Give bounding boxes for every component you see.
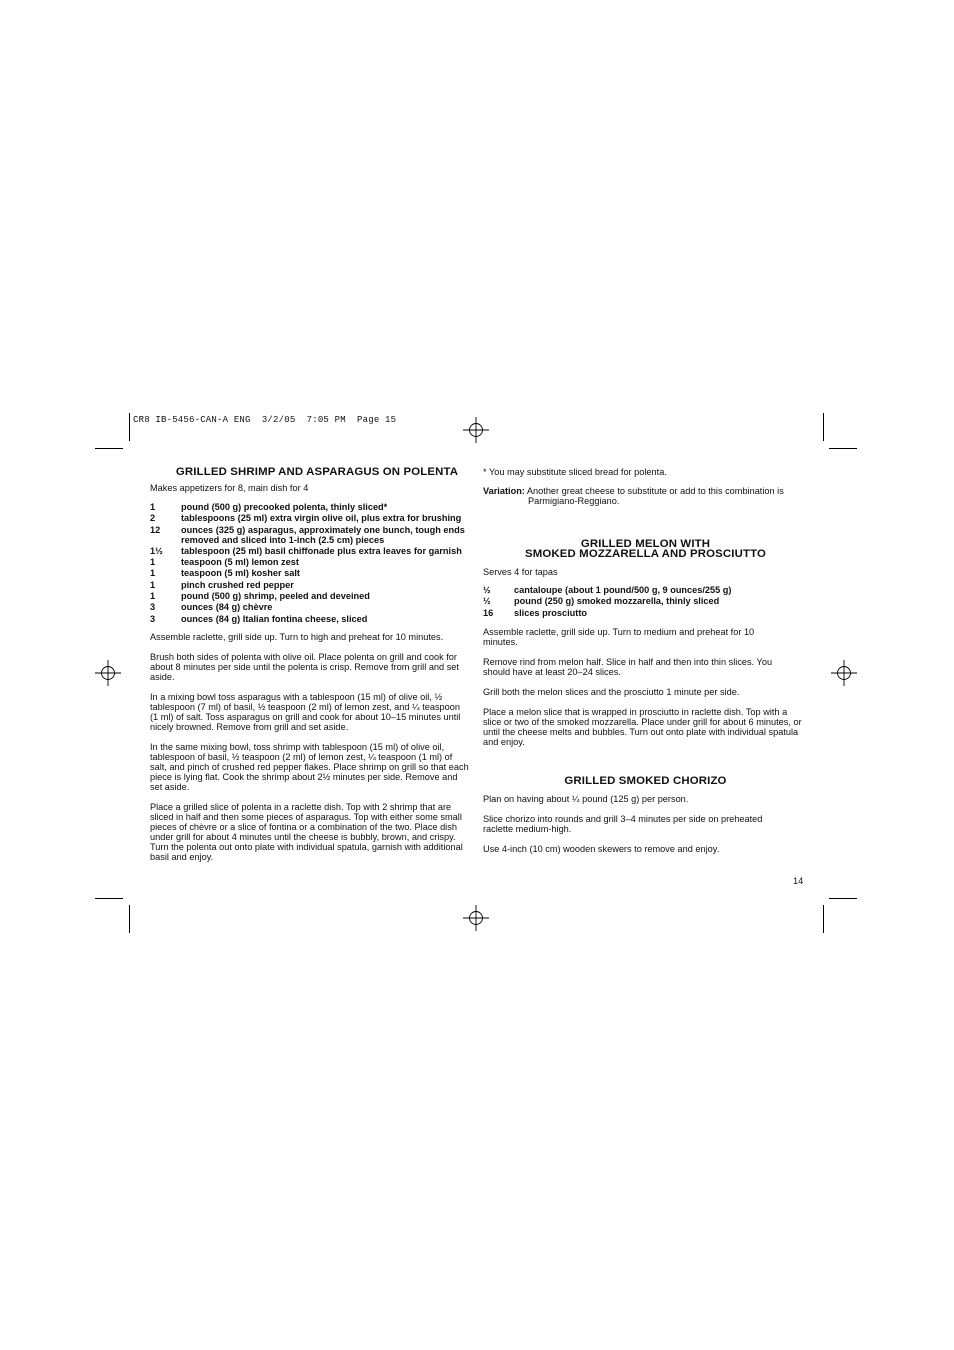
recipe-step: Place a grilled slice of polenta in a raclette dish. Top with 2 shrimp that are sliced in half and then some pieces of asparagus. Top with either some small pieces of chèvre or a slice of fontina or a combination of the two. Place dish under grill for about 4 minutes until the cheese is bubbly, brown, and crispy. Turn the polenta out onto plate with individual spatula, garnish with additional basil and enjoy.	[150, 801, 463, 862]
ingredient-item	[150, 568, 470, 578]
recipe-yield: Serves 4 for tapas	[483, 567, 558, 577]
ingredient-qty: 1	[150, 568, 156, 579]
recipe-step: In the same mixing bowl, toss shrimp with tablespoon (15 ml) of olive oil, tablespoon of basil, ½ teaspoon (2 ml) of lemon zest, ¼ teaspoon (1 ml) of salt, and pinch of crushed red pepper flakes. Place shrimp on grill so that each piece is lying flat. Cook the shrimp about 2½ minutes per side. Remove and set aside.	[150, 741, 469, 792]
crop-mark	[129, 905, 130, 933]
recipe-step: Remove rind from melon half. Slice in half and then into thin slices. You should have at least 20–24 slices.	[483, 656, 773, 677]
ingredient-item	[150, 525, 470, 545]
recipe-step: Grill both the melon slices and the prosciutto 1 minute per side.	[483, 686, 740, 697]
recipe-step: Brush both sides of polenta with olive oil. Place polenta on grill and cook for about 8 minutes per side until the polenta is crisp. Remove from grill and set aside.	[150, 651, 459, 682]
ingredient-qty: 12	[150, 524, 161, 535]
variation-note	[483, 486, 808, 496]
ingredient-item	[150, 591, 470, 601]
registration-mark-icon	[463, 417, 489, 443]
right-column	[483, 467, 808, 854]
registration-mark-icon	[831, 660, 857, 686]
variation-label: Variation:	[483, 486, 525, 496]
recipe-title: SMOKED MOZZARELLA AND PROSCIUTTO	[524, 548, 767, 560]
ingredient-qty: 1	[150, 557, 156, 568]
recipe-title: GRILLED SHRIMP AND ASPARAGUS ON POLENTA	[175, 466, 459, 478]
ingredient-text: cantaloupe (about 1 pound/500 g, 9 ounces/255 g)	[514, 585, 732, 595]
ingredient-qty: 16	[483, 607, 494, 618]
ingredient-text: pound (250 g) smoked mozzarella, thinly sliced	[514, 596, 720, 607]
recipe-title: GRILLED SMOKED CHORIZO	[564, 774, 727, 787]
recipe-step: Slice chorizo into rounds and grill 3–4 minutes per side on preheated raclette medium-high.	[483, 813, 763, 834]
page-number: 14	[793, 876, 804, 886]
ingredient-qty: 1	[150, 502, 156, 512]
ingredient-qty: 1	[150, 591, 156, 602]
variation-text: Another great cheese to substitute or add to this combination is	[526, 486, 784, 496]
ingredient-item	[150, 502, 470, 512]
ingredient-qty: ½	[483, 596, 491, 607]
registration-mark-icon	[95, 660, 121, 686]
recipe-title: GRILLED MELON WITH	[580, 538, 711, 550]
ingredient-text: pound (500 g) shrimp, peeled and deveined	[181, 591, 370, 602]
footnote: * You may substitute sliced bread for polenta.	[483, 467, 667, 477]
crop-mark	[823, 905, 824, 933]
crop-mark	[823, 413, 824, 441]
recipe-step: Place a melon slice that is wrapped in prosciutto in raclette dish. Top with a slice or two of the smoked mozzarella. Place under grill for about 6 minutes, or until the cheese melts and bubbles. Turn out onto plate with individual spatula and enjoy.	[483, 706, 802, 747]
ingredient-text: pinch crushed red pepper	[181, 579, 294, 590]
crop-mark	[829, 898, 857, 899]
recipe-yield: Makes appetizers for 8, main dish for 4	[150, 483, 309, 493]
recipe-step: In a mixing bowl toss asparagus with a tablespoon (15 ml) of olive oil, ½ tablespoon (7 ml) of basil, ½ teaspoon (2 ml) of lemon zest, and ¼ teaspoon (1 ml) of salt. Toss asparagus on grill and cook for about 10–15 minutes until nicely browned. Remove from grill and set aside.	[150, 691, 461, 732]
crop-mark	[95, 448, 123, 449]
left-column	[150, 467, 470, 862]
ingredient-item	[150, 546, 470, 556]
ingredient-qty: 3	[150, 613, 156, 624]
ingredient-qty: ½	[483, 585, 491, 595]
print-slug: CR8 IB-5456-CAN-A ENG 3/2/05 7:05 PM Page 15	[133, 415, 397, 425]
recipe-step: Use 4-inch (10 cm) wooden skewers to remove and enjoy.	[483, 843, 720, 854]
crop-mark	[95, 898, 123, 899]
ingredient-text: ounces (84 g) Italian fontina cheese, sliced	[181, 613, 368, 624]
ingredient-text: tablespoon (25 ml) basil chiffonade plus extra leaves for garnish	[181, 545, 462, 556]
ingredient-text: ounces (84 g) chèvre	[181, 602, 273, 613]
registration-mark-icon	[463, 905, 489, 931]
ingredient-text: pound (500 g) precooked polenta, thinly sliced*	[181, 502, 388, 512]
ingredient-text: ounces (325 g) asparagus, approximately one bunch, tough ends removed and sliced into 1-inch (2.5 cm) pieces	[181, 524, 465, 545]
crop-mark	[129, 413, 130, 441]
recipe-yield: Plan on having about ¼ pound (125 g) per person.	[483, 793, 689, 804]
ingredient-item	[483, 585, 808, 595]
ingredient-qty: 3	[150, 602, 156, 613]
crop-mark	[829, 448, 857, 449]
ingredient-list	[150, 502, 470, 624]
ingredient-item	[150, 614, 470, 624]
ingredient-qty: 1	[150, 579, 156, 590]
ingredient-text: teaspoon (5 ml) kosher salt	[181, 568, 300, 579]
ingredient-item	[150, 602, 470, 612]
ingredient-qty: 1½	[150, 545, 163, 556]
ingredient-text: slices prosciutto	[514, 607, 588, 618]
ingredient-item	[483, 596, 808, 606]
variation-text-line2: Parmigiano-Reggiano.	[528, 496, 620, 506]
recipe-step: Assemble raclette, grill side up. Turn to medium and preheat for 10 minutes.	[483, 626, 755, 647]
ingredient-text: tablespoons (25 ml) extra virgin olive oil, plus extra for brushing	[181, 513, 462, 524]
ingredient-item	[150, 557, 470, 567]
recipe-step: Assemble raclette, grill side up. Turn to high and preheat for 10 minutes.	[150, 631, 444, 642]
ingredient-item	[483, 608, 808, 618]
ingredient-text: teaspoon (5 ml) lemon zest	[181, 557, 299, 568]
ingredient-qty: 2	[150, 513, 156, 524]
ingredient-item	[150, 580, 470, 590]
ingredient-item	[150, 513, 470, 523]
ingredient-list	[483, 585, 808, 618]
